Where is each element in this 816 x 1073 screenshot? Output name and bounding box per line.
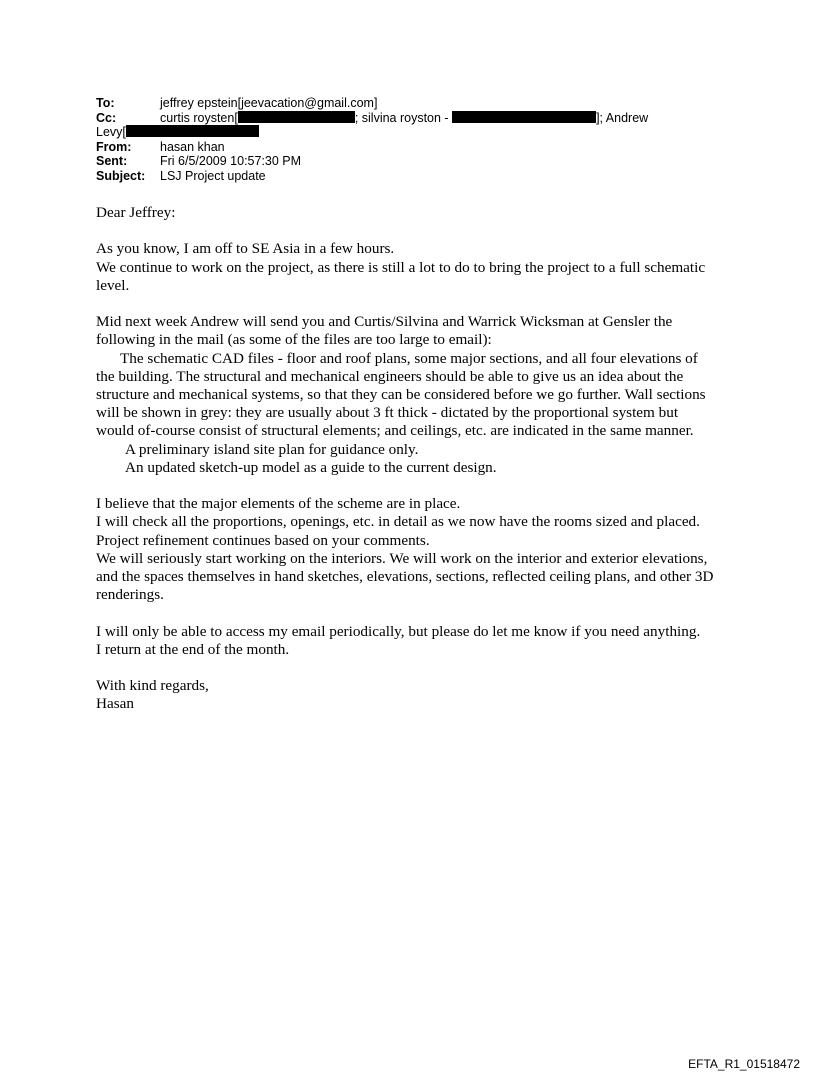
sent-value: Fri 6/5/2009 10:57:30 PM [160, 154, 302, 168]
greeting: Dear Jeffrey: [96, 204, 176, 221]
sent-row [96, 154, 696, 169]
body-line: As you know, I am off to SE Asia in a few hours. [96, 240, 395, 258]
to-value: jeffrey epstein[jeevacation@gmail.com] [160, 96, 378, 110]
cc-row [96, 111, 696, 126]
closing: With kind regards, [96, 677, 209, 695]
redaction-box [126, 125, 259, 137]
redaction-box [238, 111, 355, 123]
from-label: From: [96, 139, 132, 154]
subject-label: Subject: [96, 168, 146, 183]
from-value: hasan khan [160, 139, 225, 154]
body-line: I return at the end of the month. [96, 640, 290, 658]
from-row [96, 140, 696, 155]
email-body [96, 204, 716, 714]
list-item: An updated sketch-up model as a guide to the current design. [125, 458, 497, 476]
redaction-box [452, 111, 596, 123]
cc-recipient-4: Levy[ [96, 125, 126, 139]
document-id: EFTA_R1_01518472 [688, 1057, 800, 1071]
signature: Hasan [96, 695, 134, 713]
cc-recipient-3: ]; Andrew [596, 110, 649, 125]
body-line: We will seriously start working on the interiors. We will work on the interior and exterior elevations, and the spaces themselves in hand sketches, elevations, sections, reflected ceiling plans, and other 3D renderings. [96, 549, 714, 604]
cc-row-continued [96, 125, 696, 140]
body-line: I will only be able to access my email periodically, but please do let me know if you need anything. [96, 622, 701, 640]
subject-row [96, 169, 696, 184]
to-label: To: [96, 96, 115, 110]
email-header [96, 96, 696, 183]
cc-recipient-2: ; silvina royston - [354, 110, 449, 125]
cc-recipient-1: curtis roysten[ [160, 110, 238, 125]
to-row [96, 96, 696, 111]
list-item: A preliminary island site plan for guidance only. [125, 440, 419, 458]
body-line: I believe that the major elements of the scheme are in place. [96, 495, 461, 513]
subject-value: LSJ Project update [160, 168, 266, 183]
body-line: We continue to work on the project, as there is still a lot to do to bring the project to a full schematic level. [96, 258, 706, 294]
sent-label: Sent: [96, 154, 128, 168]
cc-label: Cc: [96, 110, 117, 125]
cc-value [160, 111, 648, 126]
list-item: The schematic CAD files - floor and roof plans, some major sections, and all four elevations of the building. The structural and mechanical engineers should be able to give us an idea about the structure and mechanical systems, so that they can be considered before we go further. Wall sections will be shown in grey: they are usually about 3 ft thick - dictated by the proportional system but would of-course consist of structural elements; and ceilings, etc. are indicated in the same manner. [96, 349, 706, 440]
body-line: Mid next week Andrew will send you and Curtis/Silvina and Warrick Wicksman at Gensler the following in the mail (as some of the files are too large to email): [96, 313, 673, 349]
body-line: I will check all the proportions, openings, etc. in detail as we now have the rooms sized and placed. Project refinement continues based on your comments. [96, 513, 700, 549]
